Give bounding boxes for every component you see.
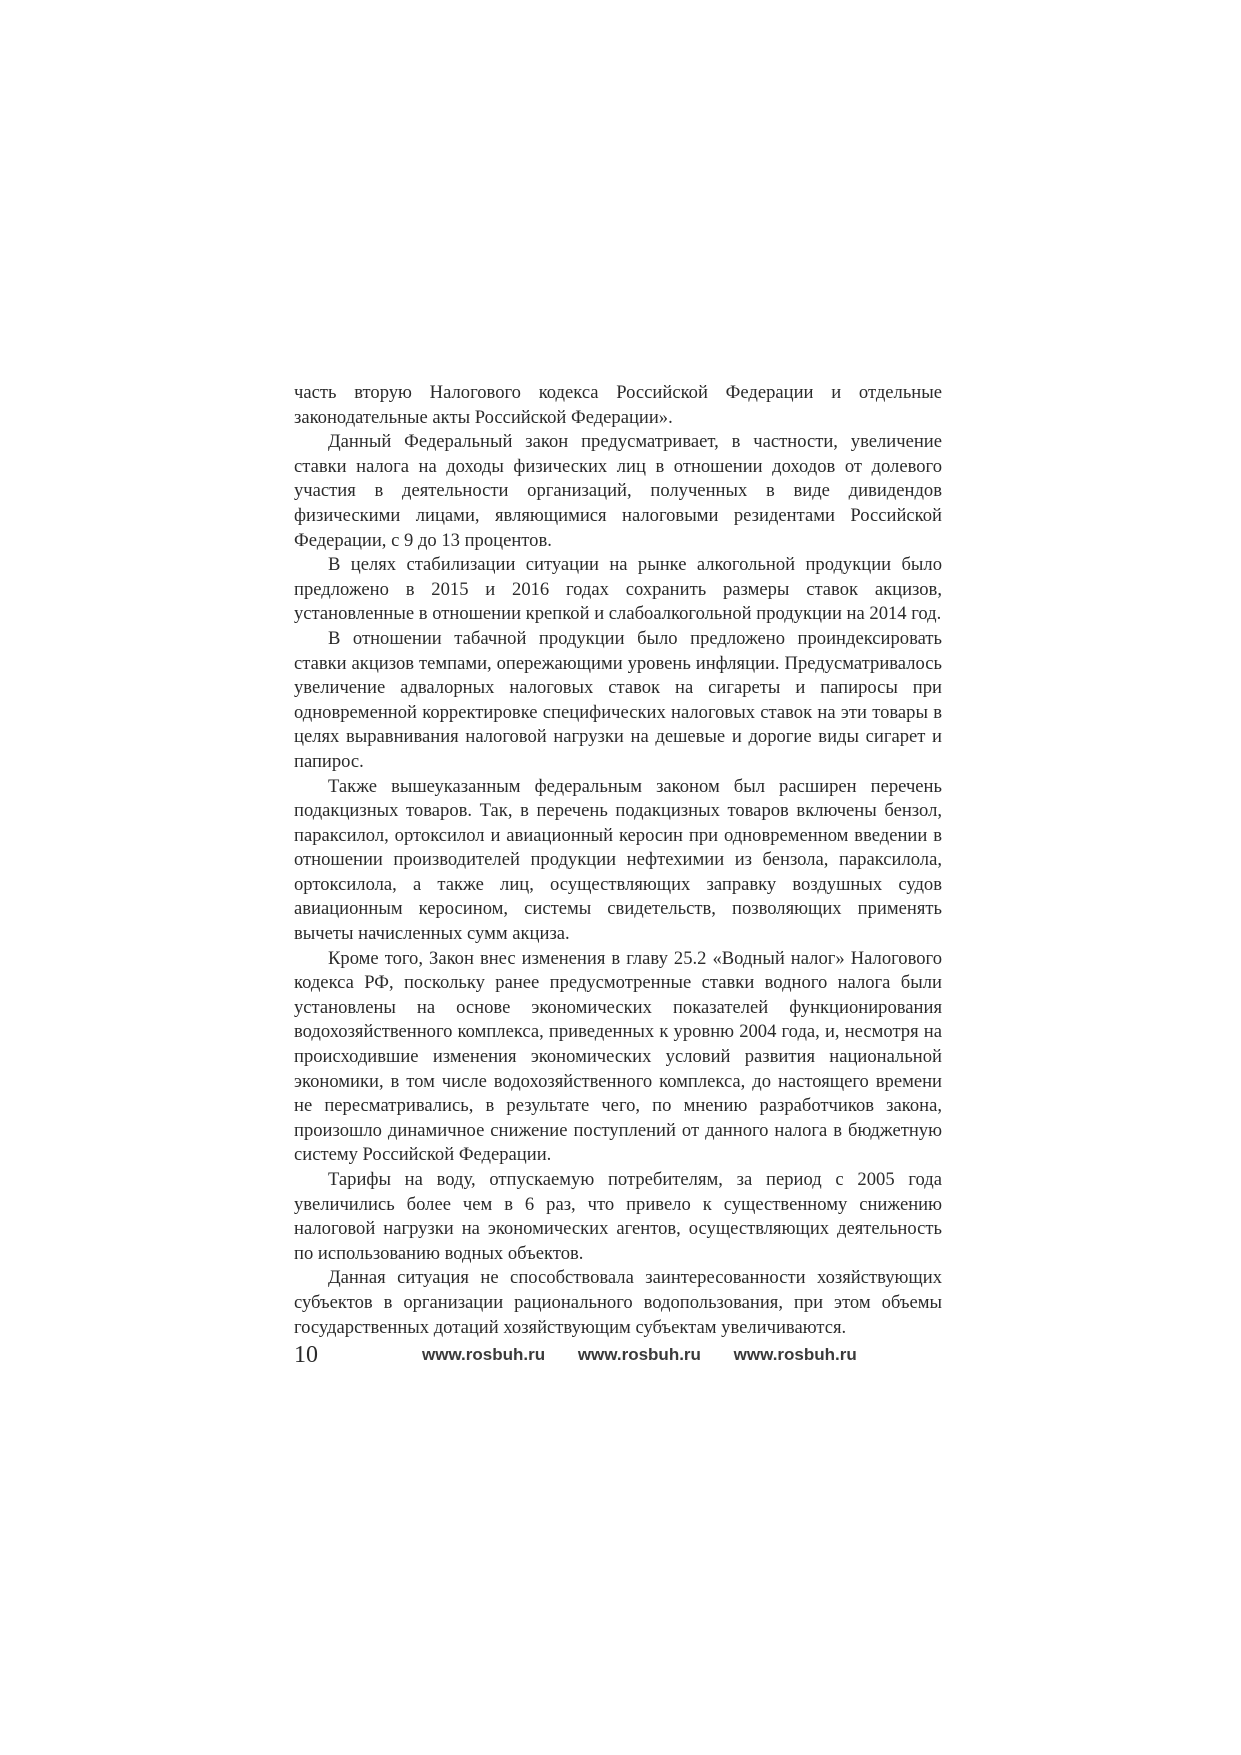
page-footer (294, 1340, 942, 1370)
footer-link: www.rosbuh.ru (733, 1345, 857, 1364)
paragraph-tobacco-excise: В отношении табачной продукции было предложено проиндексировать ставки акцизов темпами, опережающими уровень инфляции. Предусматривалось увеличение адвалорных налоговых ставок на сигареты и папиросы при одновременной корректировке специфических налоговых ставок на эти товары в целях выравнивания налоговой нагрузки на дешевые и дорогие виды сигарет и папирос. (294, 627, 942, 772)
paragraph-continuation: часть вторую Налогового кодекса Российской Федерации и отдельные законодательные акты Российской Федерации». (294, 382, 942, 428)
paragraph-water-tariffs: Тарифы на воду, отпускаемую потребителям, за период с 2005 года увеличились более чем в 6 раз, что привело к существенному снижению налоговой нагрузки на экономических агентов, осуществляющих деятельность по использованию водных объектов. (294, 1169, 942, 1264)
paragraph-water-tax: Кроме того, Закон внес изменения в главу 25.2 «Водный налог» Налогового кодекса РФ, поскольку ранее предусмотренные ставки водного налога были установлены на основе экономических показателей функционирования водохозяйственного комплекса, приведенных к уровню 2004 года, и, несмотря на происходившие изменения экономических условий развития национальной экономики, в том числе водохозяйственного комплекса, до настоящего времени не пересматривались, в результате чего, по мнению разработчиков закона, произошло динамичное снижение поступлений от данного налога в бюджетную систему Российской Федерации. (294, 947, 942, 1166)
footer-link: www.rosbuh.ru (422, 1345, 546, 1364)
paragraph-ndfl-dividends: Данный Федеральный закон предусматривает, в частности, увеличение ставки налога на доходы физических лиц в отношении доходов от долевого участия в деятельности организаций, полученных в виде дивидендов физическими лицами, являющимися налоговыми резидентами Российской Федерации, с 9 до 13 процентов. (294, 431, 942, 551)
footer-links (422, 1343, 885, 1367)
paragraph-excise-goods-list: Также вышеуказанным федеральным законом был расширен перечень подакцизных товаров. Так, в перечень подакцизных товаров включены бензол, параксилол, ортоксилол и авиационный керосин при одновременном введении в отношении производителей продукции нефтехимии из бензола, параксилола, ортоксилола, а также лиц, осуществляющих заправку воздушных судов авиационным керосином, системы свидетельств, позволяющих применять вычеты начисленных сумм акциза. (294, 775, 942, 945)
page-number: 10 (294, 1342, 318, 1368)
page-body (294, 381, 942, 1340)
paragraph-subsidies: Данная ситуация не способствовала заинтересованности хозяйствующих субъектов в организации рационального водопользования, при этом объемы государственных дотаций хозяйствующим субъектам увеличиваются. (294, 1267, 942, 1338)
paragraph-alcohol-excise: В целях стабилизации ситуации на рынке алкогольной продукции было предложено в 2015 и 2016 годах сохранить размеры ставок акцизов, установленные в отношении крепкой и слабоалкогольной продукции на 2014 год. (294, 554, 942, 625)
footer-link: www.rosbuh.ru (577, 1345, 701, 1364)
